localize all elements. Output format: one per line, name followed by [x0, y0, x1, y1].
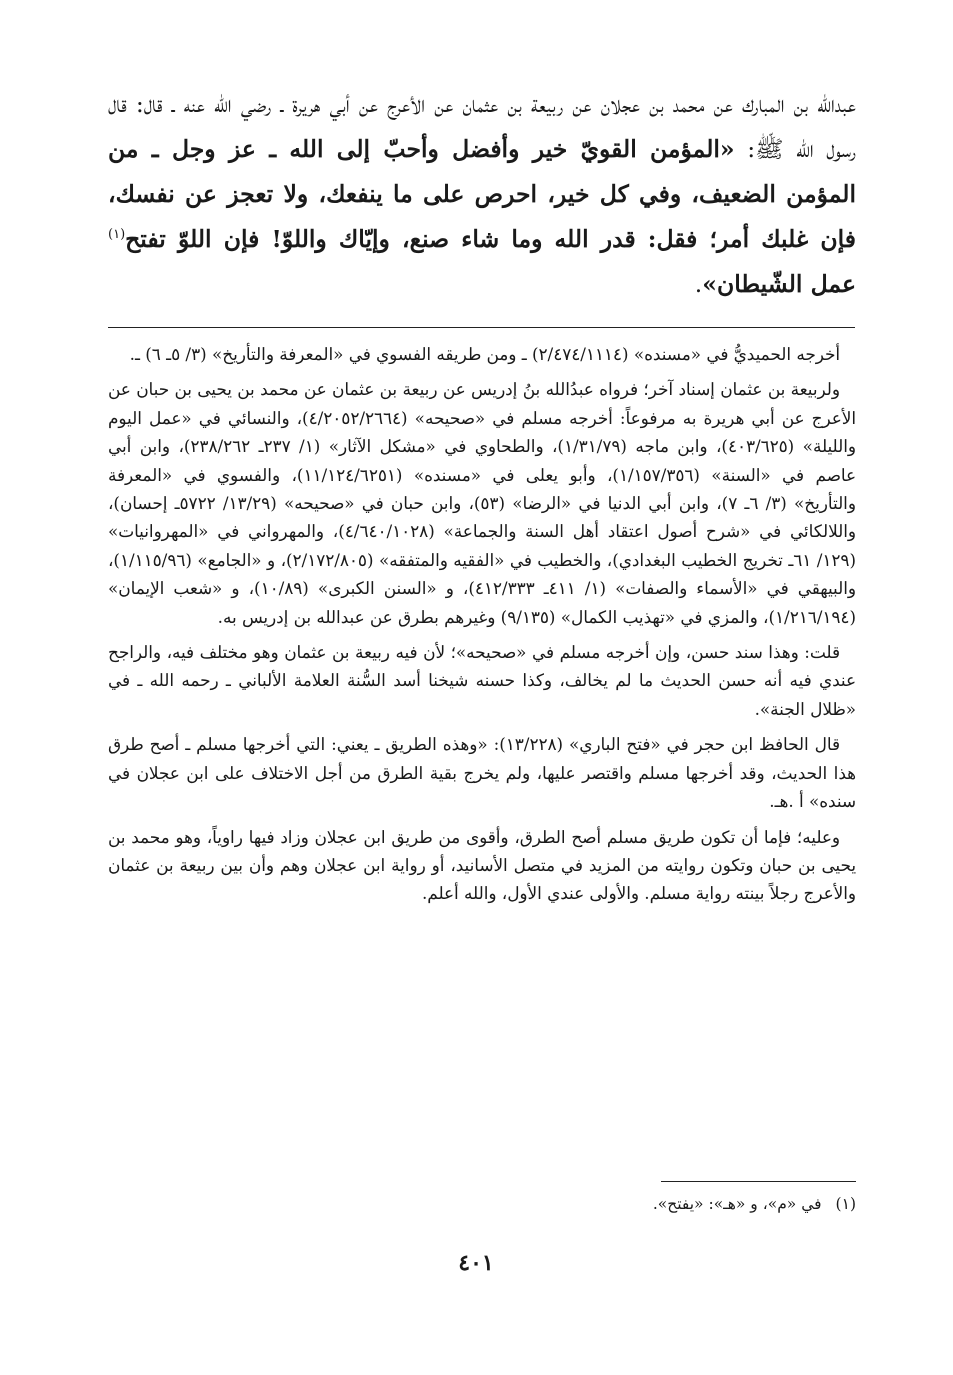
hadith-text-bold-end: عمل الشّيطان»	[702, 270, 856, 298]
notes-block	[108, 340, 856, 915]
footnote-reference[interactable]: (١)	[108, 227, 126, 243]
main-text-block	[108, 82, 856, 307]
footnote-number: (١)	[835, 1195, 856, 1213]
note-paragraph-4: قال الحافظ ابن حجر في «فتح الباري» (١٣/٢٢٨): «وهذه الطريق ـ يعني: التي أخرجها مسلم ـ أصح طرق هذا الحديث، وقد أخرجها مسلم واقتصر عليها، ولم يخرج بقية الطرق من أجل الاختلاف على ابن عجلان في سنده» أ .هـ.	[108, 734, 856, 812]
footnote-text: في «م»، و «هـ»: «يفتح».	[652, 1195, 822, 1213]
main-text-plain: عبدالله بن المبارك عن محمد بن عجلان عن ربيعة بن عثمان عن الأعرج عن أبي هريرة ـ رضي الله عنه ـ قال: قال رسول الله ﷺ:	[108, 90, 856, 163]
main-text-end: .	[694, 270, 703, 298]
main-paragraph	[108, 82, 856, 307]
note-paragraph-5: وعليه؛ فإما أن تكون طريق مسلم أصح الطرق، وأقوى من طريق ابن عجلان وزاد فيها راوياً، وهو محمد بن يحيى بن حبان وتكون روايته من المزيد في متصل الأسانيد، أو رواية ابن عجلان وهم وأن بين ربيعة بن عثمان والأعرج رجلاً بينته رواية مسلم. والأولى عندي الأول، والله أعلم.	[108, 826, 856, 904]
hadith-text-bold: «المؤمن القويّ خير وأفضل وأحبّ إلى الله ـ عز وجل ـ من المؤمن الضعيف، وفي كل خير، احرص على ما ينفعك، ولا تعجز عن نفسك، فإن غلبك أمر؛ فقل: قدر الله وما شاء صنع، وإيّاك واللوّ! فإن اللوّ تفتح	[108, 135, 856, 253]
note-paragraph-2: ولربيعة بن عثمان إسناد آخر؛ فرواه عبدُالله بنُ إدريس عن ربيعة بن عثمان عن محمد بن يحيى بن حبان عن الأعرج عن أبي هريرة به مرفوعاً: أخرجه مسلم في «صحيحه» (٤/٢٠٥٢/٢٦٦٤)، والنسائي في «عمل اليوم والليلة» (٤٠٣/٦٢٥)، وابن ماجه (١/٣١/٧٩)، والطحاوي في «مشكل الآثار» (١/ ٢٣٧ـ ٢٣٨/٢٦٢)، وابن أبي عاصم في «السنة» (١/١٥٧/٣٥٦)، وأبو يعلى في «مسنده» (١١/١٢٤/٦٢٥١)، والفسوي في «المعرفة والتأريخ» (٣/ ٦ـ ٧)، وابن أبي الدنيا في «الرضا» (٥٣)، وابن حبان في «صحيحه» (١٣/٢٩/ ٥٧٢٢ـ إحسان)، واللالكائي في «شرح أصول اعتقاد أهل السنة والجماعة» (٤/٦٤٠/١٠٢٨)، والمهرواني في «المهروانيات» (١٢٩/ ٦١ـ تخريج الخطيب البغدادي)، والخطيب في «الفقيه والمتفقه» (٢/١٧٢/٨٠٥)، و «الجامع» (١/١١٥/٩٦)، والبيهقي في «الأسماء والصفات» (١/ ٤١١ـ ٤١٢/٣٣٣)، و «السنن الكبرى» (١٠/٨٩)، و «شعب الإيمان» (١/٢١٦/١٩٤)، والمزي في «تهذيب الكمال» (٩/١٣٥) وغيرهم بطرق عن عبدالله بن إدريس به.	[108, 379, 856, 627]
page-number: ٤٠١	[458, 1250, 494, 1276]
note-paragraph-3: قلت: وهذا سند حسن، وإن أخرجه مسلم في «صحيحه»؛ لأن فيه ربيعة بن عثمان وهو مختلف فيه، والراجح عندي فيه أنه حسن الحديث ما لم يخالف، وكذا حسنه شيخنا أسد السُّنة العلامة الألباني ـ رحمه الله ـ في «ظلال الجنة».	[108, 642, 856, 719]
note-paragraph-1: أخرجه الحميديُّ في «مسنده» (٢/٤٧٤/١١١٤) ـ ومن طريقه الفسوي في «المعرفة والتأريخ» (٣/ ٥ـ ٦) ـ.	[129, 344, 840, 364]
footnote	[108, 1191, 856, 1217]
section-divider	[108, 327, 855, 328]
footnote-divider	[661, 1181, 856, 1182]
